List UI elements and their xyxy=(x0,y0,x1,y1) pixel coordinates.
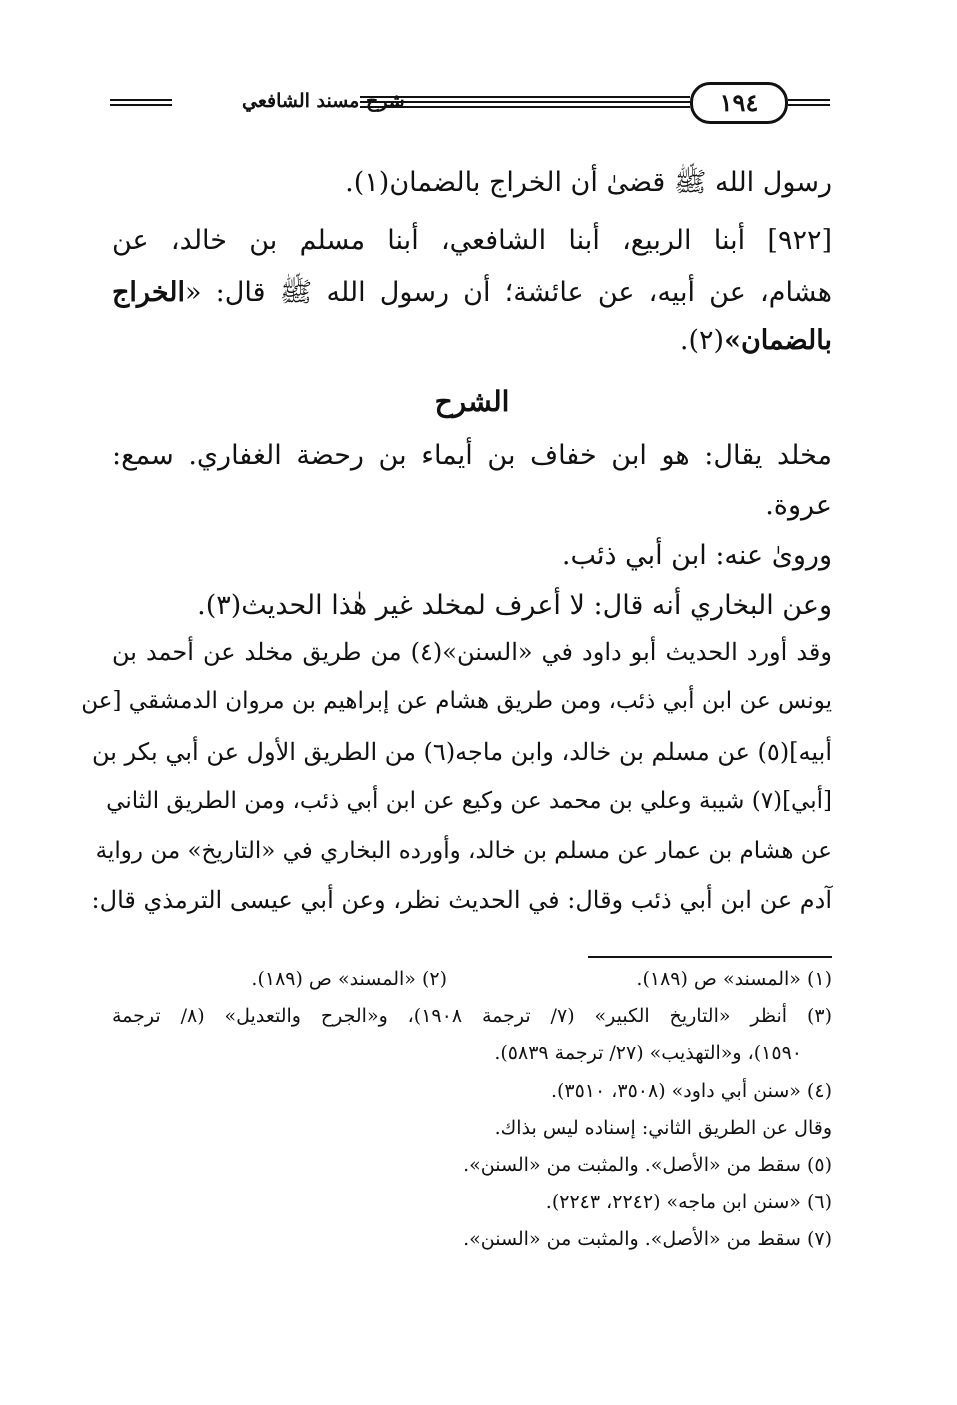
footnote: (٥) سقط من «الأصل». والمثبت من «السنن». xyxy=(463,1154,832,1176)
page-number: ١٩٤ xyxy=(690,82,788,124)
main-text xyxy=(81,0,832,940)
text-line: وعن البخاري أنه قال: لا أعرف لمخلد غير هٰذا الحديث(٣). xyxy=(197,590,832,621)
footnote: ١٥٩٠)، و«التهذيب» (٢٧/ ترجمة ٥٨٣٩). xyxy=(494,1042,802,1064)
text-line xyxy=(680,325,832,356)
text-line: مخلد يقال: هو ابن خفاف بن أيماء بن رحضة الغفاري. سمع: xyxy=(112,440,832,471)
text-span: هشام، عن أبيه، عن عائشة؛ أن رسول الله ﷺ قال: « xyxy=(184,277,832,308)
text-line: رسول الله ﷺ قضىٰ أن الخراج بالضمان(١). xyxy=(345,167,832,198)
text-line: وقد أورد الحديث أبو داود في «السنن»(٤) من طريق مخلد عن أحمد بن xyxy=(112,638,832,666)
text-line xyxy=(112,275,832,315)
footnote-separator xyxy=(588,956,832,958)
text-line: آدم عن ابن أبي ذئب وقال: في الحديث نظر، وعن أبي عيسى الترمذي قال: xyxy=(91,886,832,914)
text-line: عن هشام بن عمار عن مسلم بن خالد، وأورده البخاري في «التاريخ» من رواية xyxy=(95,838,832,864)
footnote: (٦) «سنن ابن ماجه» (٢٢٤٢، ٢٢٤٣). xyxy=(545,1191,832,1213)
text-line: عروة. xyxy=(765,490,832,521)
section-heading: الشرح xyxy=(434,385,510,418)
text-span: (٢). xyxy=(679,325,725,356)
text-line: وروىٰ عنه: ابن أبي ذئب. xyxy=(561,540,832,571)
hadith-text: الخراج xyxy=(112,277,185,308)
footnote: (٧) سقط من «الأصل». والمثبت من «السنن». xyxy=(463,1228,832,1250)
text-line: [أبي](٧) شيبة وعلي بن محمد عن وكيع عن ابن أبي ذئب، ومن الطريق الثاني xyxy=(106,788,832,814)
footnote: (٣) أنظر «التاريخ الكبير» (٧/ ترجمة ١٩٠٨)، و«الجرح والتعديل» (٨/ ترجمة xyxy=(112,1005,833,1027)
footnote: وقال عن الطريق الثاني: إسناده ليس بذاك. xyxy=(494,1117,832,1139)
hadith-text: بالضمان» xyxy=(724,325,832,356)
footnote: (٤) «سنن أبي داود» (٣٥٠٨، ٣٥١٠). xyxy=(550,1080,832,1102)
footnote: (٢) «المسند» ص (١٨٩). xyxy=(251,968,447,990)
header-title: شرح مسند الشافعي xyxy=(242,90,405,112)
footnote: (١) «المسند» ص (١٨٩). xyxy=(636,968,832,990)
text-line: أبيه](٥) عن مسلم بن خالد، وابن ماجه(٦) من الطريق الأول عن أبي بكر بن xyxy=(91,738,832,766)
text-line: [٩٢٢] أبنا الربيع، أبنا الشافعي، أبنا مسلم بن خالد، عن xyxy=(112,225,832,256)
text-line: يونس عن ابن أبي ذئب، ومن طريق هشام عن إبراهيم بن مروان الدمشقي [عن xyxy=(81,688,832,714)
